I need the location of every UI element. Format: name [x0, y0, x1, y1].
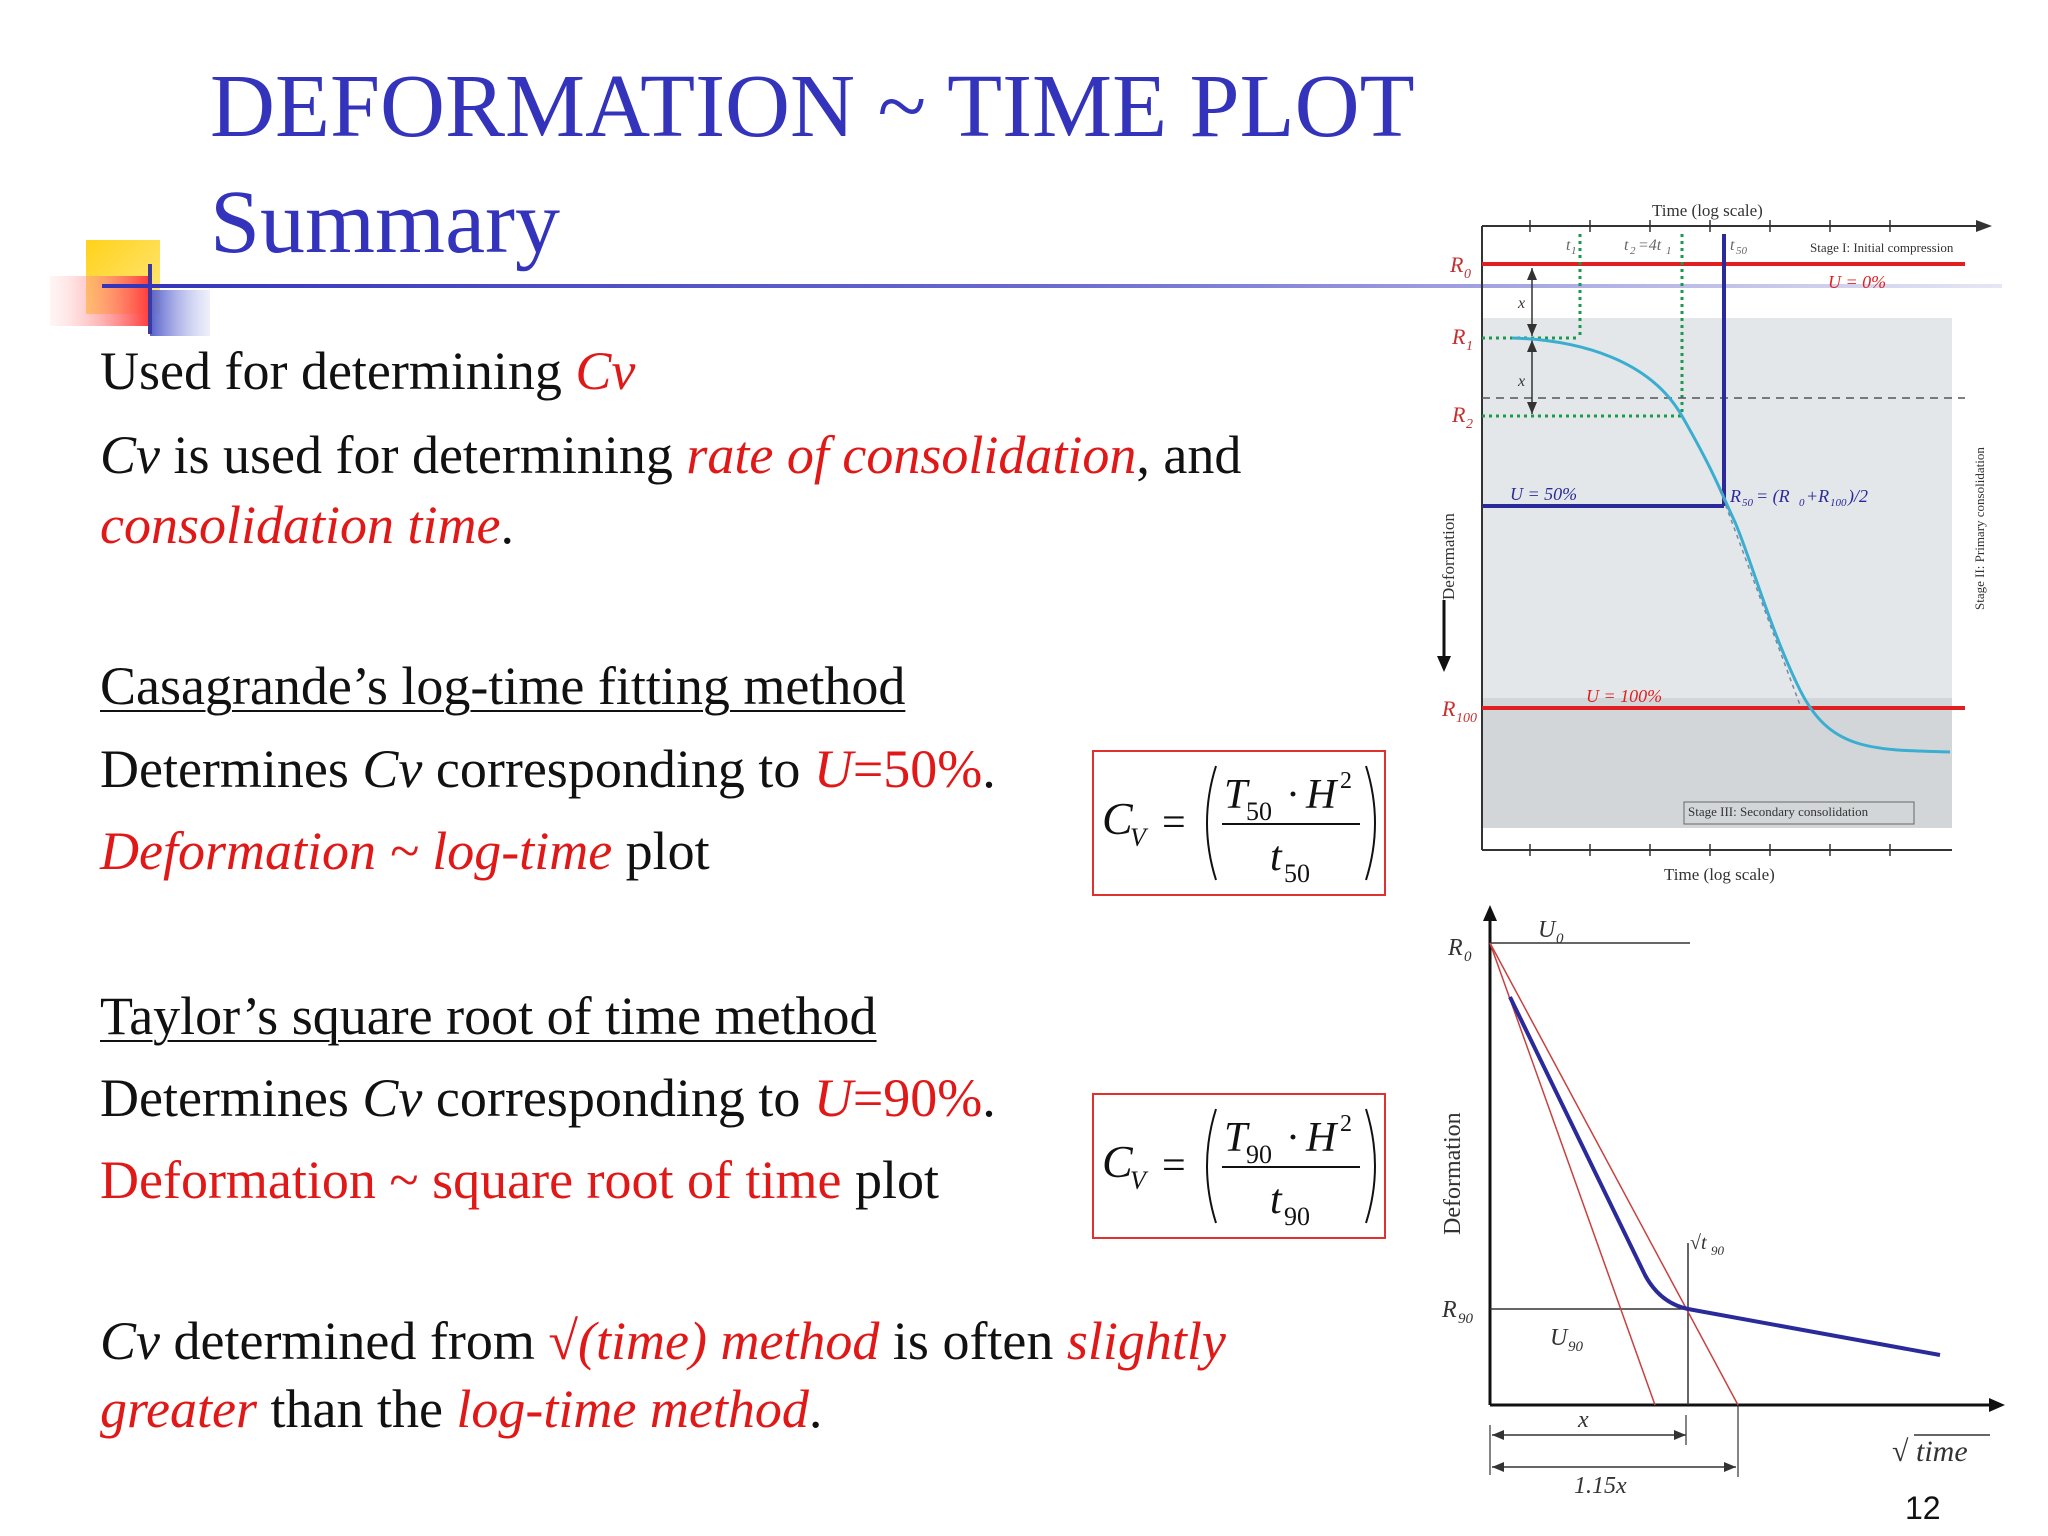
bottom-axis-label: Time (log scale)	[1664, 865, 1775, 884]
sqrt-method-emphasis: √(time) method	[548, 1311, 880, 1371]
taylor-line-1	[100, 1067, 996, 1129]
text: is often	[879, 1311, 1067, 1371]
intro-cv-emphasis: Cv	[575, 341, 636, 401]
intro-time-emphasis: consolidation time	[100, 495, 501, 555]
label-u90-sub: 90	[1568, 1339, 1583, 1355]
cv: Cv	[100, 1311, 160, 1371]
formula-equals: =	[1162, 800, 1186, 846]
label-u90: U	[1550, 1325, 1568, 1351]
u50-label: U = 50%	[1510, 484, 1578, 504]
cv-formula-t90	[1094, 1095, 1384, 1237]
u-value: =50%	[852, 739, 983, 799]
formula-T-sub: 90	[1246, 1140, 1272, 1169]
u100-label: U = 100%	[1586, 686, 1663, 706]
label-r100-sub: 100	[1456, 711, 1477, 726]
label-r0-sub: 0	[1464, 949, 1472, 965]
r50-eq-sub: 50	[1742, 497, 1753, 509]
label-t50-sub: 50	[1736, 245, 1747, 257]
formula-lhs: C	[1102, 793, 1133, 844]
formula-lhs-sub: V	[1130, 1166, 1146, 1195]
intro-period: .	[500, 495, 514, 555]
text: Determines	[100, 1068, 363, 1128]
label-t1-sub: 1	[1571, 245, 1577, 257]
intro-cv: Cv	[100, 425, 160, 485]
greater-emphasis: greater	[100, 1379, 257, 1439]
label-u0-sub: 0	[1556, 931, 1564, 947]
casagrande-line-2	[100, 820, 710, 882]
r50-eq-r: R	[1730, 486, 1741, 506]
period: .	[982, 739, 996, 799]
casagrande-line-1	[100, 738, 996, 800]
casagrande-log-time-diagram	[1420, 190, 2000, 890]
label-r0: R	[1448, 935, 1463, 961]
formula-t: t	[1270, 1177, 1282, 1223]
log-time-emphasis: log-time method	[456, 1379, 809, 1439]
formula-t-sub: 50	[1284, 859, 1310, 888]
r50-eq-sub0: 0	[1799, 497, 1805, 509]
stage-1-label: Stage I: Initial compression	[1810, 240, 1954, 255]
label-t1: t	[1566, 237, 1571, 254]
r50-eq-plus: +R	[1806, 486, 1830, 506]
formula-equals: =	[1162, 1143, 1186, 1189]
label-t2-eq-sub: 1	[1666, 245, 1672, 257]
u-symbol: U	[813, 739, 853, 799]
label-sqrt-t90: √t	[1690, 1232, 1707, 1254]
r50-eq-rest: = (R	[1756, 486, 1790, 506]
intro-text-3: , and	[1136, 425, 1242, 485]
r50-eq-sub100: 100	[1830, 497, 1847, 509]
label-r90: R	[1442, 1297, 1457, 1323]
formula-lhs: C	[1102, 1136, 1133, 1187]
formula-H: H	[1306, 772, 1337, 818]
label-r0: R	[1450, 252, 1464, 277]
text: Determines	[100, 739, 363, 799]
taylor-formula-box	[1092, 1093, 1386, 1239]
text: plot	[841, 1150, 940, 1210]
r50-eq-end: )/2	[1848, 486, 1868, 506]
text: corresponding to	[422, 1068, 814, 1128]
text: corresponding to	[422, 739, 814, 799]
intro-rate-emphasis: rate of consolidation	[686, 425, 1137, 485]
formula-T: T	[1224, 772, 1248, 818]
conclusion-line-2	[100, 1378, 822, 1440]
intro-line-3	[100, 494, 514, 556]
formula-dot: ·	[1286, 772, 1300, 818]
slightly-emphasis: slightly	[1066, 1311, 1226, 1371]
label-r0-sub: 0	[1464, 267, 1471, 282]
label-u0: U	[1538, 917, 1556, 943]
x-axis-root: √	[1892, 1435, 1909, 1468]
formula-dot: ·	[1286, 1115, 1300, 1161]
label-x-1: x	[1518, 295, 1526, 312]
u-symbol: U	[813, 1068, 853, 1128]
label-1-15x: 1.15x	[1574, 1473, 1627, 1495]
slide-subtitle: Summary	[210, 173, 560, 272]
casagrande-formula-box	[1092, 750, 1386, 896]
formula-H-sup: 2	[1340, 1111, 1352, 1137]
text: determined from	[160, 1311, 549, 1371]
slide-title: DEFORMATION ~ TIME PLOT	[210, 57, 1415, 156]
label-r100: R	[1442, 696, 1456, 721]
intro-line-1	[100, 340, 635, 402]
cv: Cv	[362, 1068, 423, 1128]
label-r2-sub: 2	[1466, 417, 1473, 432]
u0-label: U = 0%	[1828, 272, 1887, 292]
label-x-2: x	[1518, 373, 1526, 390]
label-t2-sub: 2	[1630, 245, 1636, 257]
y-axis-label: Deformation	[1440, 1112, 1466, 1235]
intro-line-2	[100, 424, 1340, 486]
formula-t-sub: 90	[1284, 1202, 1310, 1231]
casagrande-heading: Casagrande’s log-time fitting method	[100, 656, 906, 716]
top-axis-label: Time (log scale)	[1652, 201, 1763, 220]
conclusion-line-1	[100, 1310, 1340, 1372]
formula-H: H	[1306, 1115, 1337, 1161]
formula-H-sup: 2	[1340, 768, 1352, 794]
label-r90-sub: 90	[1458, 1311, 1473, 1327]
period: .	[982, 1068, 996, 1128]
stage-2-label: Stage II: Primary consolidation	[1972, 447, 1987, 610]
taylor-line-2	[100, 1149, 939, 1211]
formula-T: T	[1224, 1115, 1248, 1161]
label-t2-eq: =4t	[1638, 237, 1662, 254]
u-value: =90%	[852, 1068, 983, 1128]
label-x: x	[1578, 1407, 1589, 1433]
cv: Cv	[362, 739, 423, 799]
x-axis-label: time	[1916, 1435, 1968, 1468]
intro-text: Used for determining	[100, 341, 576, 401]
cv-formula-t50	[1094, 752, 1384, 894]
decorative-corner-squares	[50, 240, 210, 340]
page-number: 12	[1905, 1490, 1941, 1526]
taylor-sqrt-time-diagram	[1420, 905, 2020, 1495]
label-t2: t	[1624, 237, 1629, 254]
label-sqrt-t90-sub: 90	[1711, 1243, 1724, 1258]
intro-text-2: is used for determining	[160, 425, 687, 485]
label-t50: t	[1730, 237, 1735, 254]
label-r1-sub: 1	[1466, 339, 1473, 354]
formula-t: t	[1270, 834, 1282, 880]
stage-3-label: Stage III: Secondary consolidation	[1688, 804, 1869, 819]
formula-lhs-sub: V	[1130, 823, 1146, 852]
y-axis-label: Deformation	[1439, 513, 1458, 600]
text: than the	[256, 1379, 457, 1439]
taylor-heading: Taylor’s square root of time method	[100, 986, 877, 1046]
plot-type-emphasis: Deformation ~ log-time	[100, 821, 613, 881]
label-r2: R	[1452, 402, 1466, 427]
period: .	[808, 1379, 823, 1439]
plot-type-emphasis: Deformation ~ square root of time	[100, 1150, 842, 1210]
formula-T-sub: 50	[1246, 797, 1272, 826]
text: plot	[612, 821, 710, 881]
label-r1: R	[1452, 324, 1466, 349]
